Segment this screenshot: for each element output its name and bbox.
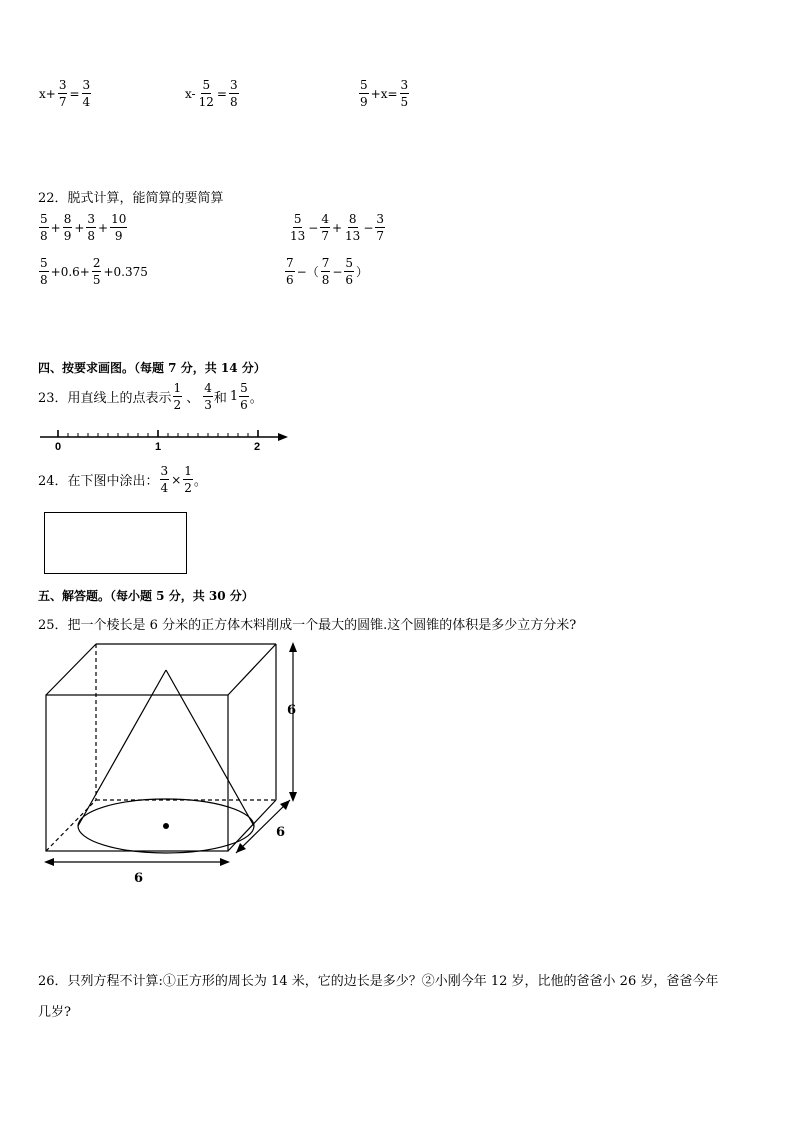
- section-4-title: 四、按要求画图。（每题 7 分，共 14 分）: [38, 361, 266, 375]
- equation-2: x- $\frac{5}{12}$ = $\frac{3}{8}$: [185, 78, 238, 109]
- depth-label: 6: [276, 825, 286, 840]
- section-5-title: 五、解答题。（每小题 5 分，共 30 分）: [38, 589, 254, 603]
- question-23: 23．用直线上的点表示 $\frac{1}{2}$ 、 $\frac{4}{3}$ 和 1 $\frac{5}{6}$ 。: [38, 381, 263, 412]
- expression-22-3: $\frac{5}{8}$ +0.6+ $\frac{2}{5}$ +0.375: [40, 256, 148, 287]
- fraction: $\frac{3}{7}$: [58, 78, 67, 109]
- question-26-line1: 26．只列方程不计算:①正方形的周长为 14 米，它的边长是多少？②小刚今年 12 岁，比他的爸爸小 26 岁，爸爸今年: [38, 974, 719, 989]
- question-25-text: 25．把一个棱长是 6 分米的正方体木料削成一个最大的圆锥.这个圆锥的体积是多少立方分米?: [38, 618, 577, 633]
- fraction: $\frac{5}{9}$: [360, 78, 368, 109]
- tick-label-2: 2: [254, 441, 261, 452]
- question-26-line2: 几岁?: [38, 1005, 71, 1020]
- expression-22-1: $\frac{5}{8}$ + $\frac{8}{9}$ + $\frac{3}{8}$ + $\frac{10}{9}$: [40, 212, 127, 243]
- number-line: [38, 426, 298, 452]
- height-label: 6: [287, 703, 297, 718]
- tick-label-1: 1: [155, 441, 162, 452]
- question-24: 24．在下图中涂出： $\frac{3}{4}$ × $\frac{1}{2}$ 。: [38, 464, 207, 495]
- width-label: 6: [134, 871, 144, 886]
- expression-22-4: $\frac{7}{6}$ −（ $\frac{7}{8}$ − $\frac{5}{6}$ ）: [286, 256, 369, 287]
- equation-3: $\frac{5}{9}$ +x= $\frac{3}{5}$: [360, 78, 409, 109]
- fraction: $\frac{3}{4}$: [82, 78, 91, 109]
- center-point: [163, 823, 169, 829]
- fraction: $\frac{3}{5}$: [400, 78, 409, 109]
- question-22-title: 22．脱式计算，能简算的要简算: [38, 191, 224, 206]
- shading-rectangle[interactable]: [44, 512, 187, 574]
- equation-1: x+ $\frac{3}{7}$ = $\frac{3}{4}$: [39, 78, 91, 109]
- expression-22-2: $\frac{5}{13}$ − $\frac{4}{7}$ + $\frac{8}{13}$ − $\frac{3}{7}$: [290, 212, 385, 243]
- fraction: $\frac{3}{8}$: [229, 78, 238, 109]
- fraction: $\frac{5}{12}$: [198, 78, 214, 109]
- tick-label-0: 0: [55, 441, 62, 452]
- cube-cone-diagram: [38, 640, 318, 888]
